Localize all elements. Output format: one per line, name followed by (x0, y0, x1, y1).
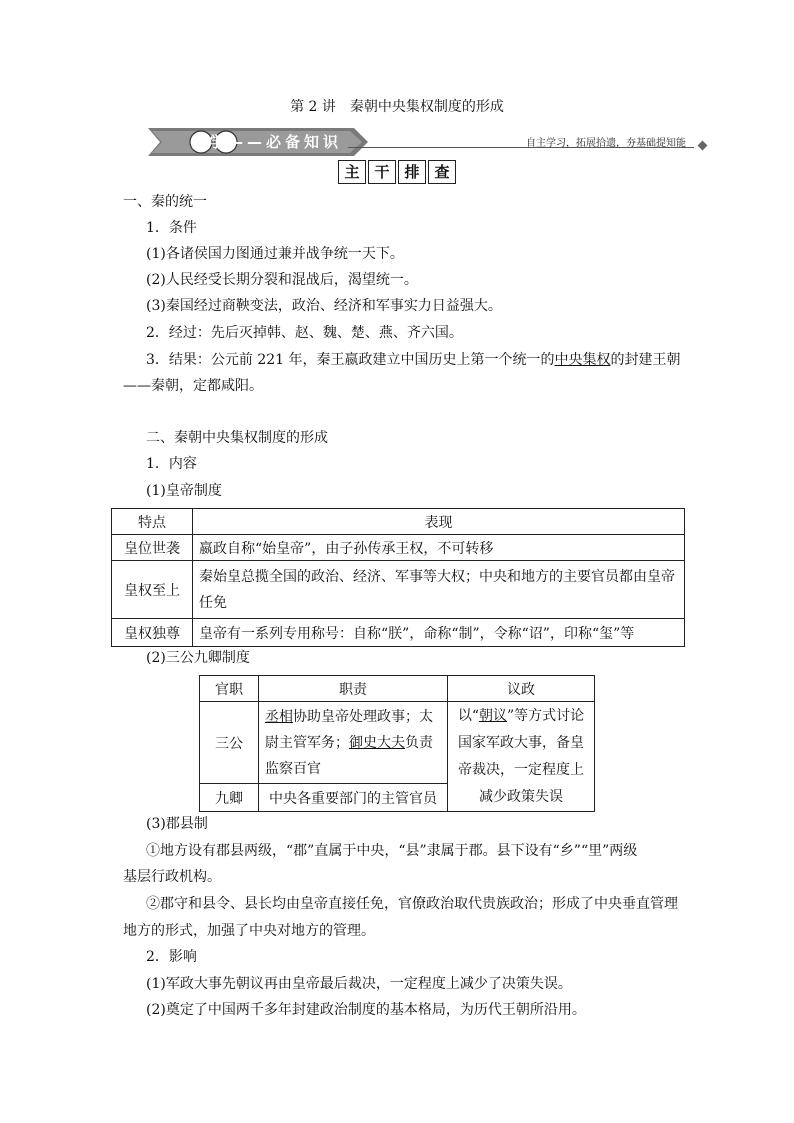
county-point: ②郡守和县令、县长均由皇帝直接任免，官僚政治取代贵族政治；形成了中央垂直管理 (146, 896, 678, 912)
county-point: 地方的形式，加强了中央对地方的管理。 (123, 923, 375, 939)
table-header-row (112, 509, 685, 535)
subheading: 1．条件 (146, 220, 197, 236)
banner-slogan: 自主学习，拓展拾遗，夯基础提知能 (526, 138, 686, 149)
result-text-continued: ——秦朝，定都咸阳。 (123, 378, 263, 394)
subheading: (1)皇帝制度 (146, 483, 222, 499)
table-header-cell: 职责 (259, 676, 448, 702)
diamond-icon (698, 141, 708, 151)
subheading: (3)郡县制 (146, 816, 208, 832)
table-cell: 九卿 (200, 784, 259, 812)
table-cell-text: ”等方式讨论国家军政大事，备皇帝裁决，一定程度上减少政策失误 (458, 707, 585, 805)
influence-item: (1)军政大事先朝议再由皇帝最后裁决，一定程度上减少了决策失误。 (146, 976, 572, 992)
table-row (112, 619, 685, 647)
county-point: 基层行政机构。 (123, 869, 221, 885)
table-cell: 嬴政自称“始皇帝”，由子孙传承王权，不可转移 (193, 535, 685, 561)
table-cell (259, 702, 448, 784)
table-cell: 皇权独尊 (112, 619, 193, 647)
tag-item: 排 (398, 160, 426, 184)
table-row (112, 561, 685, 619)
subheading: 1．内容 (146, 456, 197, 472)
underlined-term: 朝议 (479, 707, 507, 724)
table-row (112, 535, 685, 561)
underlined-term: 中央集权 (554, 352, 611, 368)
result-text-part: 的封建王朝 (610, 352, 681, 368)
table-header-cell: 议政 (448, 676, 595, 702)
condition-item: (1)各诸侯国力图通过兼并战争统一天下。 (146, 246, 404, 262)
table-header-cell: 官职 (200, 676, 259, 702)
condition-item: (3)秦国经过商鞅变法，政治、经济和军事实力日益强大。 (146, 298, 502, 314)
sangong-jiuqing-table (199, 675, 595, 812)
table-header-row (200, 676, 595, 702)
condition-item: (2)人民经受长期分裂和混战后，渴望统一。 (146, 272, 418, 288)
emperor-system-table (111, 508, 685, 647)
subheading: 2．影响 (146, 949, 197, 965)
table-row (200, 702, 595, 784)
subheading: (2)三公九卿制度 (146, 650, 250, 666)
table-cell: 皇帝有一系列专用称号：自称“朕”，命称“制”，令称“诏”，印称“玺”等 (193, 619, 685, 647)
table-cell-text: 协助皇帝处理政事；太尉主管军务； (265, 708, 433, 751)
banner-label: 自学——必备知识 (190, 133, 343, 151)
table-cell: 秦始皇总揽全国的政治、经济、军事等大权；中央和地方的主要官员都由皇帝任免 (193, 561, 685, 619)
table-cell: 三公 (200, 702, 259, 784)
tag-item: 主 (338, 160, 366, 184)
page-title: 第 2 讲 秦朝中央集权制度的形成 (290, 99, 504, 115)
section-heading: 二、秦朝中央集权制度的形成 (146, 430, 328, 446)
underlined-term: 丞相 (265, 708, 293, 725)
tag-item: 干 (368, 160, 396, 184)
table-cell: 皇位世袭 (112, 535, 193, 561)
influence-item: (2)奠定了中国两千多年封建政治制度的基本格局，为历代王朝所沿用。 (146, 1002, 586, 1018)
table-cell (448, 702, 595, 812)
table-cell: 皇权至上 (112, 561, 193, 619)
result-text-part: 3．结果：公元前 221 年，秦王嬴政建立中国历史上第一个统一的 (146, 352, 555, 368)
tag-item: 查 (428, 160, 456, 184)
county-point: ①地方设有郡县两级，“郡”直属于中央，“县”隶属于郡。县下设有“乡”“里”两级 (146, 843, 638, 859)
section-heading: 一、秦的统一 (123, 194, 207, 210)
table-cell: 中央各重要部门的主管官员 (259, 784, 448, 812)
table-cell-text: 以“ (457, 707, 479, 724)
process-text: 2．经过：先后灭掉韩、赵、魏、楚、燕、齐六国。 (146, 325, 463, 341)
result-text (146, 350, 681, 370)
table-cell-text: 负责监察百官 (265, 734, 433, 777)
section-banner (148, 128, 708, 156)
table-header-cell: 表现 (193, 509, 685, 535)
underlined-term: 御史大夫 (349, 734, 405, 751)
table-header-cell: 特点 (112, 509, 193, 535)
